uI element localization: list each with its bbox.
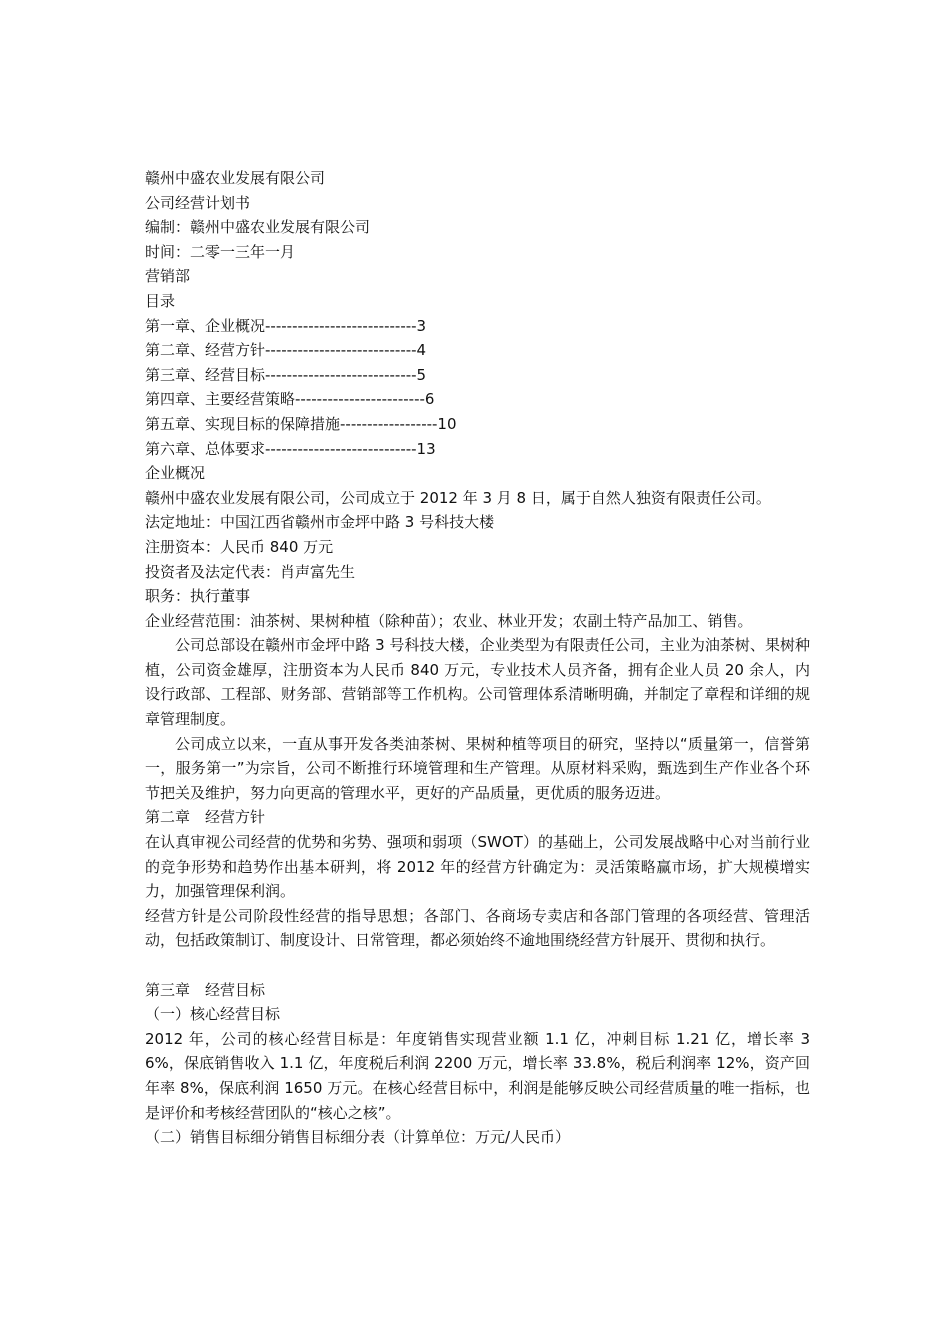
toc-item-6: 第六章、总体要求----------------------------13 — [145, 439, 436, 458]
chapter3-paragraph-1: 2012 年，公司的核心经营目标是：年度销售实现营业额 1.1 亿，冲刺目标 1.21 亿，增长率 36%，保底销售收入 1.1 亿，年度税后利润 2200 万元，增长率 33.8%，税后利润率 12%，资产回年率 8%，保底利润 1650 万元。在核心经营目标中，利润是能够反映公司经营质量的唯一指标，也是评价和考核经营团队的“核心之核”。 — [145, 1029, 810, 1122]
toc-item-3: 第三章、经营目标----------------------------5 — [145, 365, 427, 384]
compiler-line: 编制：赣州中盛农业发展有限公司 — [145, 218, 371, 237]
document-title: 公司经营计划书 — [145, 193, 251, 212]
toc-title: 目录 — [145, 291, 176, 310]
department-line: 营销部 — [145, 267, 191, 286]
chapter1-position: 职务：执行董事 — [145, 587, 251, 606]
time-line: 时间：二零一三年一月 — [145, 242, 296, 261]
chapter2-paragraph-1: 在认真审视公司经营的优势和劣势、强项和弱项（SWOT）的基础上，公司发展战略中心对当前行业的竞争形势和趋势作出基本研判，将 2012 年的经营方针确定为：灵活策略赢市场，扩大规模增实力，加强管理保利润。 — [145, 833, 810, 901]
toc-item-5: 第五章、实现目标的保障措施------------------10 — [145, 414, 457, 433]
chapter1-address: 法定地址：中国江西省赣州市金坪中路 3 号科技大楼 — [145, 513, 495, 532]
chapter2-paragraph-2: 经营方针是公司阶段性经营的指导思想；各部门、各商场专卖店和各部门管理的各项经营、管理活动，包括政策制订、制度设计、日常管理，都必须始终不逾地围绕经营方针展开、贯彻和执行。 — [145, 906, 810, 950]
chapter3-title: 第三章 经营目标 — [145, 980, 266, 999]
chapter1-capital: 注册资本：人民币 840 万元 — [145, 537, 334, 556]
document-page — [145, 166, 810, 1150]
chapter1-title: 企业概况 — [145, 464, 206, 483]
chapter1-intro: 赣州中盛农业发展有限公司，公司成立于 2012 年 3 月 8 日，属于自然人独资有限责任公司。 — [145, 488, 771, 507]
chapter1-scope: 企业经营范围：油茶树、果树种植（除种苗）；农业、林业开发；农副土特产品加工、销售。 — [145, 611, 753, 630]
chapter3-subtitle-1: （一）核心经营目标 — [145, 1005, 281, 1024]
chapter1-investor: 投资者及法定代表：肖声富先生 — [145, 562, 356, 581]
toc-item-2: 第二章、经营方针----------------------------4 — [145, 341, 427, 360]
company-name: 赣州中盛农业发展有限公司 — [145, 169, 326, 187]
chapter1-paragraph-2: 公司成立以来，一直从事开发各类油茶树、果树种植等项目的研究，坚持以“质量第一，信誉第一，服务第一”为宗旨，公司不断推行环境管理和生产管理。从原材料采购，甄选到生产作业各个环节把关及维护，努力向更高的管理水平，更好的产品质量，更优质的服务迈进。 — [145, 734, 810, 802]
chapter3-subtitle-2: （二）销售目标细分销售目标细分表（计算单位：万元/人民币） — [145, 1128, 571, 1147]
chapter1-paragraph-1: 公司总部设在赣州市金坪中路 3 号科技大楼，企业类型为有限责任公司，主业为油茶树、果树种植，公司资金雄厚，注册资本为人民币 840 万元，专业技术人员齐备，拥有企业人员 20 余人，内设行政部、工程部、财务部、营销部等工作机构。公司管理体系清晰明确，并制定了章程和详细的规章管理制度。 — [145, 636, 810, 729]
toc-item-4: 第四章、主要经营策略------------------------6 — [145, 390, 435, 409]
toc-item-1: 第一章、企业概况----------------------------3 — [145, 316, 427, 335]
chapter2-title: 第二章 经营方针 — [145, 808, 266, 827]
blank-line — [145, 953, 810, 978]
